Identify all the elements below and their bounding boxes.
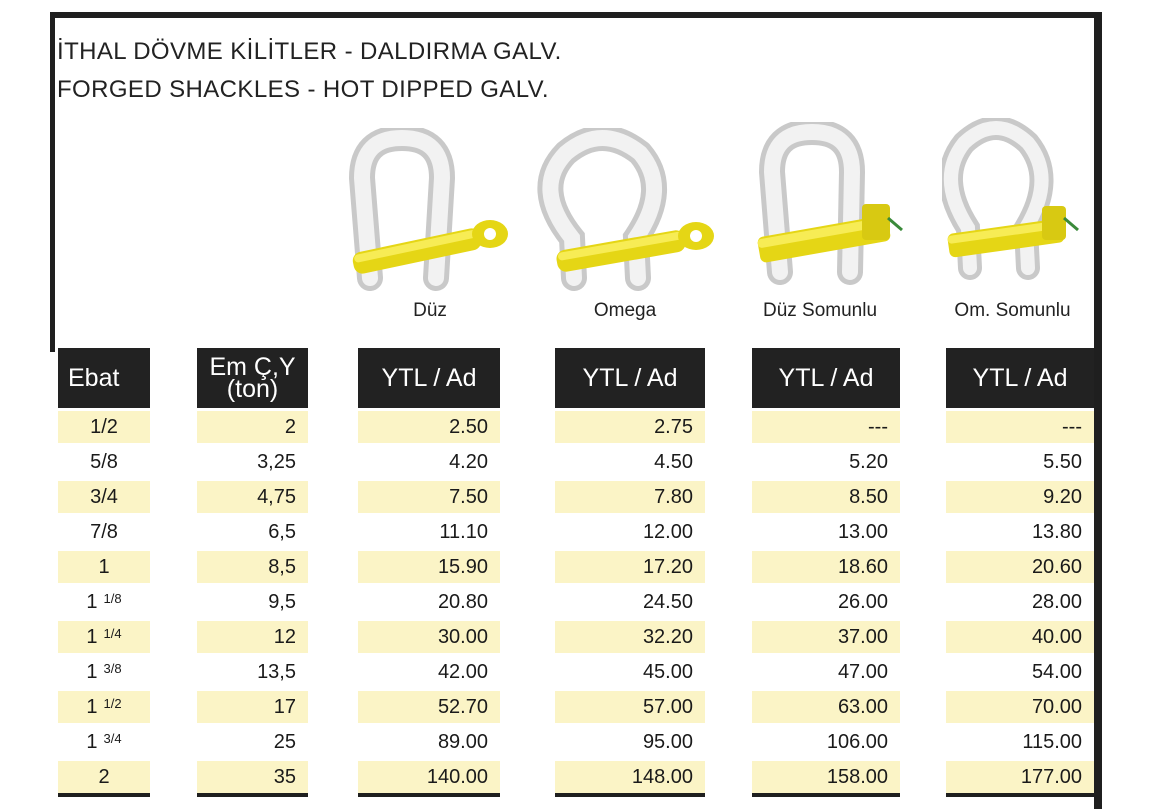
size-whole: 1 [86, 730, 98, 753]
size-value: 2 [98, 765, 110, 788]
wll-cell: 35 [197, 758, 308, 793]
header-wll-line2: (ton) [226, 375, 279, 403]
omega-cell: 12.00 [555, 513, 705, 548]
om-somunlu-cell: 115.00 [946, 723, 1094, 758]
size-cell [58, 688, 150, 723]
header-duz-somunlu-price: YTL / Ad [752, 348, 900, 408]
column-ebat [58, 348, 150, 797]
omega-cell: 7.80 [555, 478, 705, 513]
duz-somunlu-cell: 47.00 [752, 653, 900, 688]
wll-cell: 2 [197, 408, 308, 443]
size-value: 7/8 [90, 520, 118, 543]
duz-somunlu-cell: 8.50 [752, 478, 900, 513]
size-cell [58, 548, 150, 583]
omega-cell: 57.00 [555, 688, 705, 723]
header-wll-line1: Em Ç,Y [209, 353, 296, 381]
size-fraction: 3/8 [103, 660, 122, 676]
size-cell [58, 408, 150, 443]
size-cell [58, 618, 150, 653]
product-label-om-somunlu: Om. Somunlu [954, 300, 1071, 321]
column-duz [358, 348, 500, 797]
product-label-duz: Düz [413, 300, 447, 321]
size-cell [58, 513, 150, 548]
duz-cell: 30.00 [358, 618, 500, 653]
bow-shackle-bolt-nut-icon [942, 118, 1092, 288]
omega-cell: 95.00 [555, 723, 705, 758]
duz-cell: 42.00 [358, 653, 500, 688]
frame-right-border [1094, 12, 1102, 809]
size-cell [58, 653, 150, 688]
duz-cell: 4.20 [358, 443, 500, 478]
wll-cell: 3,25 [197, 443, 308, 478]
size-value: 3/4 [90, 485, 118, 508]
duz-somunlu-cell: 158.00 [752, 758, 900, 793]
size-fraction: 1/4 [103, 625, 122, 641]
header-om-somunlu-price: YTL / Ad [946, 348, 1094, 408]
title-turkish: İTHAL DÖVME KİLİTLER - DALDIRMA GALV. [57, 38, 562, 65]
size-cell [58, 758, 150, 793]
size-whole: 1 [86, 660, 98, 683]
column-omega [555, 348, 705, 797]
product-label-omega: Omega [593, 300, 657, 321]
header-working-load [197, 348, 308, 408]
omega-cell: 32.20 [555, 618, 705, 653]
size-whole: 1 [86, 695, 98, 718]
size-fraction: 1/2 [103, 695, 122, 711]
wll-cell: 25 [197, 723, 308, 758]
wll-cell: 12 [197, 618, 308, 653]
duz-somunlu-cell: 63.00 [752, 688, 900, 723]
size-whole: 1 [86, 590, 98, 613]
duz-somunlu-cell: 13.00 [752, 513, 900, 548]
size-whole: 1 [86, 625, 98, 648]
duz-cell: 7.50 [358, 478, 500, 513]
header-ebat: Ebat [58, 348, 150, 408]
duz-cell: 11.10 [358, 513, 500, 548]
duz-somunlu-cell: 37.00 [752, 618, 900, 653]
duz-cell: 20.80 [358, 583, 500, 618]
om-somunlu-cell: 28.00 [946, 583, 1094, 618]
wll-cell: 6,5 [197, 513, 308, 548]
duz-somunlu-cell: 26.00 [752, 583, 900, 618]
header-omega-price: YTL / Ad [555, 348, 705, 408]
size-value: 1 [98, 555, 110, 578]
header-duz-price: YTL / Ad [358, 348, 500, 408]
om-somunlu-cell: 40.00 [946, 618, 1094, 653]
duz-cell: 2.50 [358, 408, 500, 443]
om-somunlu-cell: 70.00 [946, 688, 1094, 723]
omega-cell: 45.00 [555, 653, 705, 688]
omega-cell: 24.50 [555, 583, 705, 618]
wll-cell: 9,5 [197, 583, 308, 618]
frame-left-border [50, 12, 55, 352]
omega-cell: 4.50 [555, 443, 705, 478]
wll-cell: 8,5 [197, 548, 308, 583]
size-cell [58, 583, 150, 618]
dee-shackle-bolt-nut-icon [750, 122, 920, 292]
product-label-duz-somunlu: Düz Somunlu [762, 300, 878, 321]
duz-cell: 52.70 [358, 688, 500, 723]
column-working-load [197, 348, 308, 797]
omega-cell: 148.00 [555, 758, 705, 793]
wll-cell: 4,75 [197, 478, 308, 513]
duz-somunlu-cell: 18.60 [752, 548, 900, 583]
size-cell [58, 478, 150, 513]
om-somunlu-cell: 177.00 [946, 758, 1094, 793]
title-english: FORGED SHACKLES - HOT DIPPED GALV. [57, 76, 549, 103]
dee-shackle-icon [340, 128, 520, 298]
om-somunlu-cell: 54.00 [946, 653, 1094, 688]
size-cell [58, 723, 150, 758]
om-somunlu-cell: 20.60 [946, 548, 1094, 583]
duz-cell: 89.00 [358, 723, 500, 758]
size-cell [58, 443, 150, 478]
omega-cell: 17.20 [555, 548, 705, 583]
size-value: 5/8 [90, 450, 118, 473]
omega-cell: 2.75 [555, 408, 705, 443]
frame-top-border [50, 12, 1102, 18]
duz-cell: 140.00 [358, 758, 500, 793]
size-fraction: 3/4 [103, 730, 122, 746]
om-somunlu-cell: 13.80 [946, 513, 1094, 548]
wll-cell: 17 [197, 688, 308, 723]
wll-cell: 13,5 [197, 653, 308, 688]
column-om-somunlu [946, 348, 1094, 797]
duz-somunlu-cell: 5.20 [752, 443, 900, 478]
duz-cell: 15.90 [358, 548, 500, 583]
duz-somunlu-cell: 106.00 [752, 723, 900, 758]
om-somunlu-cell: --- [946, 408, 1094, 443]
column-duz-somunlu [752, 348, 900, 797]
size-fraction: 1/8 [103, 590, 122, 606]
duz-somunlu-cell: --- [752, 408, 900, 443]
size-value: 1/2 [90, 415, 118, 438]
om-somunlu-cell: 9.20 [946, 478, 1094, 513]
bow-shackle-icon [536, 128, 726, 298]
om-somunlu-cell: 5.50 [946, 443, 1094, 478]
